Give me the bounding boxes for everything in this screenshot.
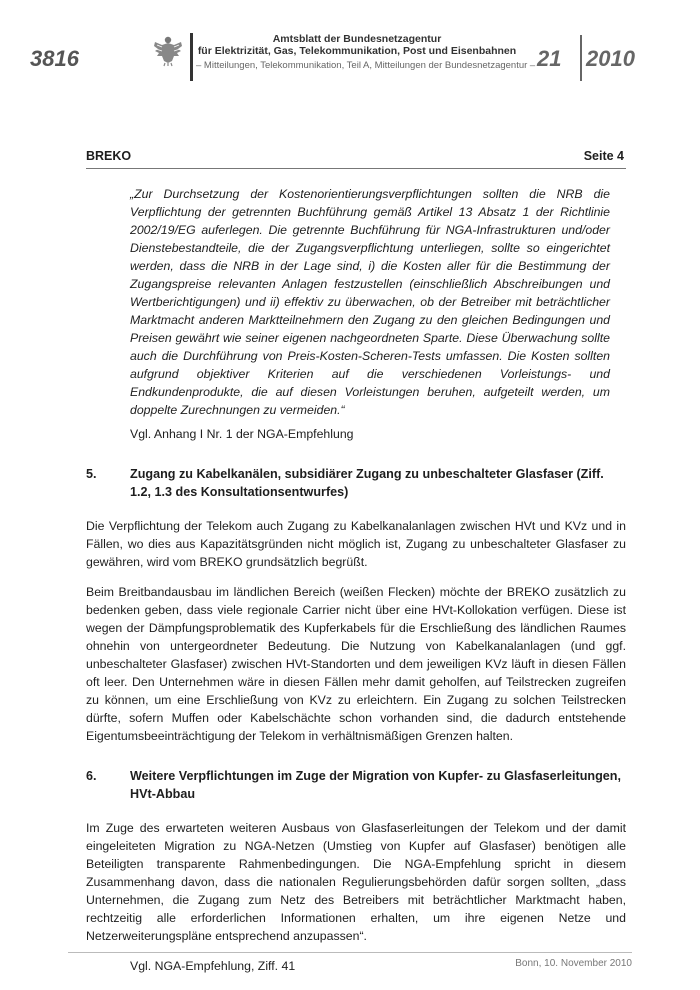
issue-number: 21 — [537, 46, 562, 71]
document-header — [86, 146, 626, 166]
gazette-subtitle: – Mitteilungen, Telekommunikation, Teil A, Mitteilungen der Bundesnetzagentur – — [196, 60, 536, 71]
section-title: Weitere Verpflichtungen im Zuge der Migration von Kupfer- zu Glasfaserleitungen, HVt-Abbau — [130, 769, 621, 801]
section-number: 6. — [86, 769, 97, 783]
document-page-label: Seite 4 — [583, 149, 624, 163]
footer-date: Bonn, 10. November 2010 — [515, 958, 632, 969]
federal-eagle-icon — [151, 33, 185, 67]
issue-year: 2010 — [586, 46, 635, 71]
paragraph-reference: Vgl. NGA-Empfehlung, Ziff. 41 — [130, 959, 296, 973]
paragraph: Im Zuge des erwarteten weiteren Ausbaus von Glasfaserleitungen der Telekom und der damit eingeleiteten Migration zu NGA-Netzen (Umstieg von Kupfer auf Glasfaser) benötigen alle Beteiligten transparente Rahmenbedingungen. Die NGA-Empfehlung spricht in diesem Zusammenhang davon, dass die nationalen Regulierungsbehörden dafür sorgen sollten, „dass Unternehmen, die Zugang zum Netz des Betreibers mit beträchtlicher Marktmacht haben, rechtzeitig alle erforderlichen Informationen erhalten, um ihre eigenen Netze und Netzerweiterungspläne entsprechend anzupassen“. — [86, 821, 626, 943]
section-5-heading — [86, 465, 626, 501]
section-6-heading — [86, 767, 626, 803]
issue-divider — [580, 35, 582, 81]
section-title: Zugang zu Kabelkanälen, subsidiärer Zugang zu unbeschalteter Glasfaser (Ziff. 1.2, 1.3 des Konsultationsentwurfes) — [130, 467, 604, 499]
section-number: 5. — [86, 467, 97, 481]
gazette-title: Amtsblatt der Bundesnetzagentur — [272, 33, 442, 45]
page-number: 3816 — [30, 46, 79, 71]
paragraph: Beim Breitbandausbau im ländlichen Bereich (weißen Flecken) möchte der BREKO zusätzlich zu bedenken geben, dass viele regionale Carrier nicht über eine HVt-Kollokation verfügen. Diese ist wegen der Dämpfungsproblematik des Kupferkabels für die Erschließung des ländlichen Raumes ohnehin von untergeordneter Bedeutung. Die Nutzung von Kabelkanalanlagen (und ggf. unbeschalteter Glasfaser) zwischen HVt-Standorten und dem jeweiligen KVz läuft in diesen Fällen oft leer. Den Unternehmen wäre in diesen Fällen mehr damit geholfen, auf Teilstrecken zugreifen zu können, um eine Erschließung von KVz zu erleichtern. Ein Zugang zu solchen Teilstrecken dürfte, sofern Muffen oder Kabelschächte schon vorhanden sind, die dadurch entstehende Eigentumsbeeinträchtigung der Telekom in verhältnismäßigen Grenzen halten. — [86, 585, 626, 743]
footer-rule — [68, 952, 632, 953]
document-header-rule — [86, 168, 626, 169]
paragraph: Die Verpflichtung der Telekom auch Zugang zu Kabelkanalanlagen zwischen HVt und KVz und in Fällen, wo dies aus Kapazitätsgründen nicht möglich ist, Zugang zu unbeschalteter Glasfaser zu gewähren, wird vom BREKO grundsätzlich begrüßt. — [86, 519, 626, 569]
gazette-scope: für Elektrizität, Gas, Telekommunikation, Post und Eisenbahnen — [197, 45, 517, 57]
organization-name: BREKO — [86, 149, 132, 163]
quotation-block: „Zur Durchsetzung der Kostenorientierungsverpflichtungen sollten die NRB die Verpflichtung der getrennten Buchführung gemäß Artikel 13 Absatz 1 der Richtlinie 2002/19/EG auferlegen. Die getrennte Buchführung für NGA-Infrastrukturen und/oder Dienstebestandteile, die der Zugangsverpflichtung unterliegen, sollte so eingerichtet werden, dass die NRB in der Lage sind, i) die Kosten aller für die Bestimmung der Zugangspreise relevanten Anlagen festzustellen (einschließlich Abschreibungen und Wertberichtigungen) und ii) effektiv zu überwachen, ob der Betreiber mit beträchtlicher Marktmacht anderen Marktteilnehmern den Zugang zu den gleichen Bedingungen und Preisen gewährt wie seiner eigenen nachgeordneten Sparte. Diese Überwachung sollte auch die Durchführung von Preis-Kosten-Scheren-Tests umfassen. Die Kosten sollten aufgrund objektiver Kriterien auf die verschiedenen Vorleistungs- und Endkundenprodukte, die auf diesen Vorleistungen beruhen, aufgeteilt werden, um doppelte Zurechnungen zu vermeiden.“ — [130, 187, 610, 417]
quotation-reference: Vgl. Anhang I Nr. 1 der NGA-Empfehlung — [130, 427, 354, 441]
scanned-document — [86, 146, 626, 975]
